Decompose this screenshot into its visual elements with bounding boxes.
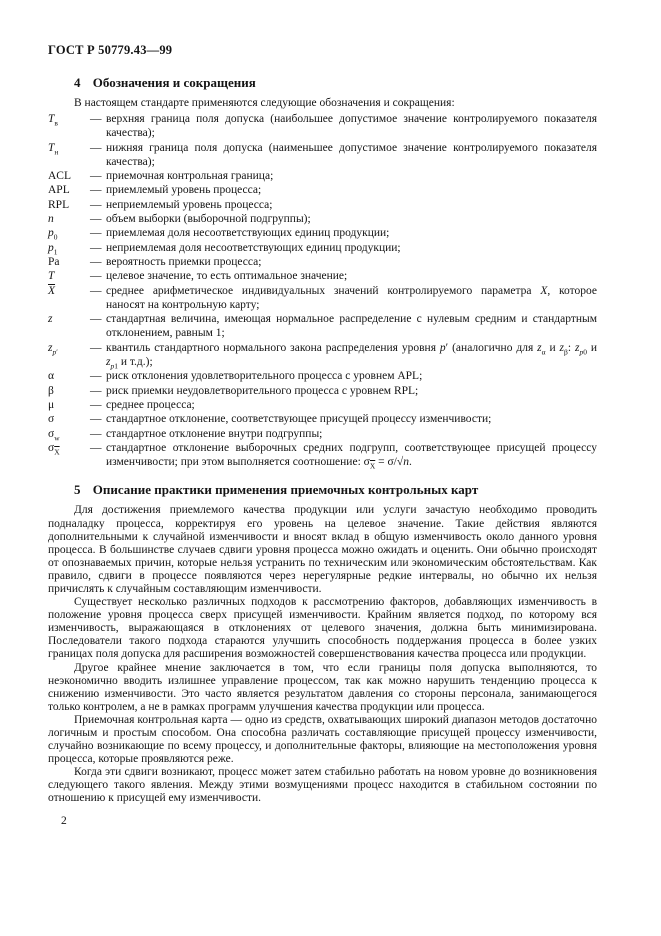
paragraph: Для достижения приемлемого качества продукции или услуги зачастую необходимо проводить подналадку процесса, корректируя его уровень на целевое значение. Такие действия являются дополнительными к случайной изменчивости и вносят вклад в общую изменчивость около данного уровня процесса. В большинстве случаев сдвиги уровня процесса можно ожидать и оценить. Они обычно происходят от опознаваемых причин, которые нельзя устранить по техническим или экономическим обстоятельствам. Как правило, сдвиги в процессе появляются через нерегулярные редкие интервалы, но обычно их нельзя причислять к случайным составляющим изменчивости. xyxy=(48,504,597,595)
definition-item xyxy=(48,412,597,426)
definition-text: целевое значение, то есть оптимальное значение; xyxy=(106,270,348,283)
definition-item xyxy=(48,427,597,441)
definition-item xyxy=(48,198,597,212)
definition-symbol: RPL xyxy=(48,198,70,211)
definition-dash: — xyxy=(90,227,102,240)
definition-text: квантиль стандартного нормального закона распределения уровня p′ (аналогично для $z_\alpha$ и $z_\beta$: $z_{p0}$ и $z_{p1}$ и т.д.); xyxy=(106,341,597,371)
definition-symbol: $p_1$ xyxy=(48,241,58,256)
definition-dash: — xyxy=(90,270,102,283)
definition-symbol: n xyxy=(48,213,54,226)
definition-dash: — xyxy=(90,370,102,383)
definition-text: приемочная контрольная граница; xyxy=(106,170,274,183)
definition-item xyxy=(48,255,597,269)
definition-dash: — xyxy=(90,113,102,125)
definition-text: верхняя граница поля допуска (наибольшее допустимое значение контролируемого показателя качества); xyxy=(106,113,597,140)
definition-dash: — xyxy=(90,241,102,254)
definition-dash: — xyxy=(90,141,102,154)
definition-dash: — xyxy=(90,170,102,183)
definition-item xyxy=(48,341,597,370)
definition-dash: — xyxy=(90,284,102,297)
definition-item xyxy=(48,212,597,226)
paragraph: Когда эти сдвиги возникают, процесс может затем стабильно работать на новом уровне до возникновения следующего такого явления. Между этими возмущениями процесс находится в стабильном состоянии по отношению к присущей ему изменчивости. xyxy=(48,766,597,805)
section5-number: 5 xyxy=(74,482,81,498)
definition-symbol: z xyxy=(48,313,53,326)
definition-item xyxy=(48,284,597,313)
definition-text: стандартное отклонение внутри подгруппы; xyxy=(106,427,323,440)
definition-text: стандартная величина, имеющая нормальное распределение с нулевым средним и стандартным отклонением, равным 1; xyxy=(106,313,597,340)
definition-symbol: μ xyxy=(48,398,55,411)
definition-text: неприемлемый уровень процесса; xyxy=(106,198,273,211)
definition-symbol: $z_{p'}$ xyxy=(48,341,58,357)
section4-intro: В настоящем стандарте применяются следующие обозначения и сокращения: xyxy=(74,97,455,109)
definition-dash: — xyxy=(90,255,102,268)
definition-dash: — xyxy=(90,427,102,440)
definition-item xyxy=(48,441,597,470)
definition-text: приемлемая доля несоответствующих единиц продукции; xyxy=(106,227,390,240)
definition-item xyxy=(48,384,597,398)
definition-item xyxy=(48,183,597,197)
definition-symbol: β xyxy=(48,384,54,397)
section5-body xyxy=(48,504,597,805)
definition-symbol: α xyxy=(48,370,55,383)
definition-symbol: $\sigma_{\overline{X}}$ xyxy=(48,441,60,457)
definition-symbol: ACL xyxy=(48,170,71,183)
definition-item xyxy=(48,398,597,412)
definition-symbol: T xyxy=(48,270,55,283)
definition-item xyxy=(48,141,597,170)
section5-title xyxy=(74,483,597,497)
definition-text: стандартное отклонение выборочных средних подгрупп, соответствующее присущей процессу изменчивости; при этом выполняется соотношение: $\sigma_{\overline{X}} = \sigma/√n$. xyxy=(106,441,597,471)
definition-text: среднее процесса; xyxy=(106,398,195,411)
definition-item xyxy=(48,369,597,383)
section5-heading: Описание практики применения приемочных контрольных карт xyxy=(92,482,479,498)
definition-symbol: $\sigma_w$ xyxy=(48,427,60,442)
definition-text: вероятность приемки процесса; xyxy=(106,255,262,268)
definition-text: риск отклонения удовлетворительного процесса с уровнем APL; xyxy=(106,370,423,383)
definition-dash: — xyxy=(90,341,102,354)
definition-symbol: $p_0$ xyxy=(48,227,58,242)
definition-dash: — xyxy=(90,198,102,211)
definition-text: риск приемки неудовлетворительного процесса с уровнем RPL; xyxy=(106,384,419,397)
definition-text: стандартное отклонение, соответствующее присущей процессу изменчивости; xyxy=(106,413,492,426)
definition-text: неприемлемая доля несоответствующих единиц продукции; xyxy=(106,241,401,254)
definition-symbol: APL xyxy=(48,184,70,197)
definition-dash: — xyxy=(90,213,102,226)
paragraph: Существует несколько различных подходов к рассмотрению факторов, добавляющих изменчивость в положение уровня процесса сверх присущей изменчивости. Крайним является подход, по которому вся изменчивость, выражающаяся в отклонениях от целевого значения, должна быть минимизирована. Последователи такого подхода стараются улучшить способность поддержания процесса в более узких границах поля допуска для расширения возможностей совершенствования качества процесса или продукции. xyxy=(48,596,597,661)
definition-symbol: $T_н$ xyxy=(48,141,59,156)
section4-number: 4 xyxy=(74,75,81,90)
definition-dash: — xyxy=(90,313,102,326)
paragraph: Другое крайнее мнение заключается в том, что если границы поля допуска выполняются, то неэкономично вводить излишнее управление процессом, так как можно нарушить тенденцию процесса к снижению изменчивости. Это часто является результатом давления со стороны персонала, занимающегося только контролем, а не в рамках программ улучшения качества продукции или процесса. xyxy=(48,661,597,713)
definition-symbol: $\overline{X}$ xyxy=(48,284,56,297)
section4-title xyxy=(74,76,597,90)
definition-text: приемлемый уровень процесса; xyxy=(106,184,262,197)
definition-symbol: $T_в$ xyxy=(48,113,58,128)
definition-item xyxy=(48,112,597,141)
definition-symbol: σ xyxy=(48,413,55,426)
definition-symbol: Pa xyxy=(48,255,60,268)
definitions-list xyxy=(48,112,597,469)
definition-dash: — xyxy=(90,398,102,411)
definition-text: нижняя граница поля допуска (наименьшее допустимое значение контролируемого показателя качества); xyxy=(106,141,597,168)
definition-dash: — xyxy=(90,441,102,454)
definition-dash: — xyxy=(90,184,102,197)
section4-heading: Обозначения и сокращения xyxy=(92,75,256,90)
document-standard-number: ГОСТ Р 50779.43—99 xyxy=(48,43,173,57)
definition-dash: — xyxy=(90,384,102,397)
definition-item xyxy=(48,169,597,183)
definition-item xyxy=(48,226,597,240)
definition-item xyxy=(48,312,597,341)
definition-text: среднее арифметическое индивидуальных значений контролируемого параметра X, которое наносят на контрольную карту; xyxy=(106,284,597,311)
page-number: 2 xyxy=(61,814,67,827)
definition-text: объем выборки (выборочной подгруппы); xyxy=(106,213,311,226)
paragraph: Приемочная контрольная карта — одно из средств, охватывающих широкий диапазон методов достаточно логичным и простым способом. Она способна различать составляющие присущей процессу изменчивости, случайно возникающие по всему процессу, и дополнительные факторы, влияющие на местоположения уровня процесса, которые проявляются реже. xyxy=(48,713,597,766)
definition-dash: — xyxy=(90,413,102,426)
definition-item xyxy=(48,269,597,283)
definition-item xyxy=(48,241,597,255)
